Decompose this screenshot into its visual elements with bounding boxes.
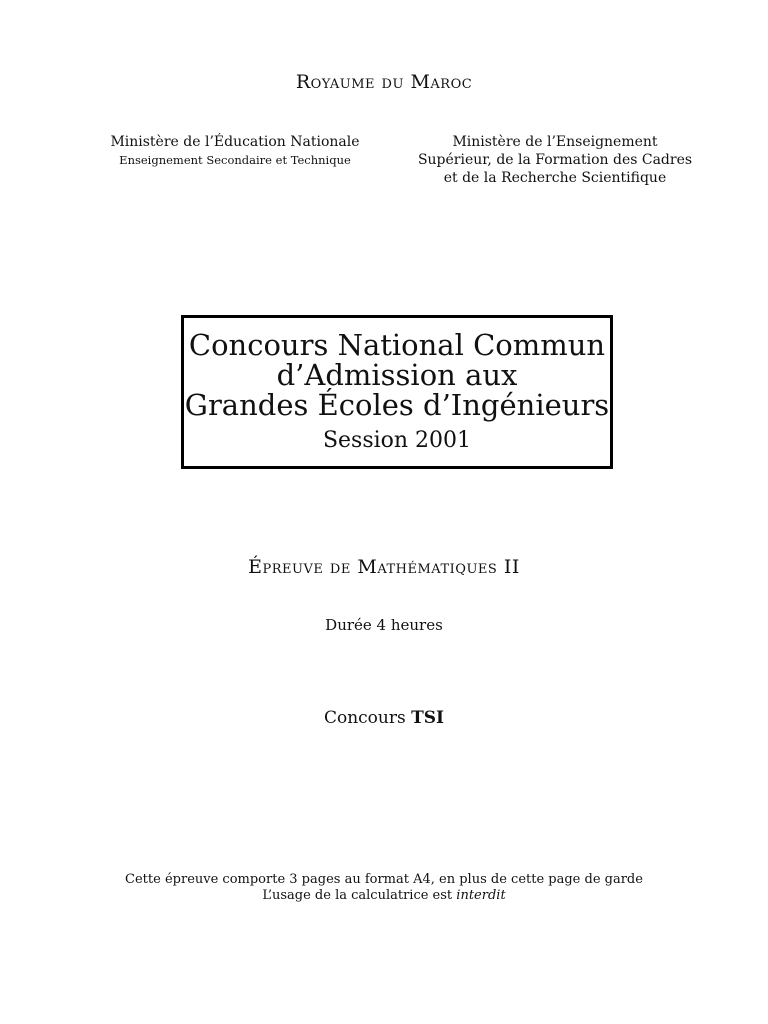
calculator-note-prefix: L’usage de la calculatrice est [262,888,453,903]
contest-session: Session 2001 [322,428,472,453]
ministry-higher-education-line: Ministère de l’Enseignement [452,134,658,150]
ministry-education [90,133,380,169]
exam-title: Épreuve de Mathématiques II [248,556,520,578]
contest-title [184,330,610,420]
ministry-higher-education [400,133,710,187]
ministry-education-subtitle: Enseignement Secondaire et Technique [119,153,351,167]
exam-track [0,708,768,728]
exam-notes [0,872,768,904]
calculator-note [0,888,768,904]
ministry-higher-education-line: Supérieur, de la Formation des Cadres [417,152,693,168]
page-count-note: Cette épreuve comporte 3 pages au format A4, en plus de cette page de garde [125,872,643,887]
contest-title-line: Grandes Écoles d’Ingénieurs [184,388,610,422]
contest-title-box [181,315,613,469]
kingdom-heading: Royaume du Maroc [295,71,473,93]
exam-track-prefix: Concours [323,708,406,728]
calculator-note-emphasis: interdit [456,888,506,903]
exam-duration: Durée 4 heures [325,616,443,634]
contest-title-line: Concours National Commun [188,328,606,362]
ministry-education-name: Ministère de l’Éducation Nationale [110,134,360,150]
ministry-higher-education-line: et de la Recherche Scientifique [443,170,667,186]
contest-title-line: d’Admission aux [276,358,518,392]
exam-track-name: TSI [411,708,445,728]
